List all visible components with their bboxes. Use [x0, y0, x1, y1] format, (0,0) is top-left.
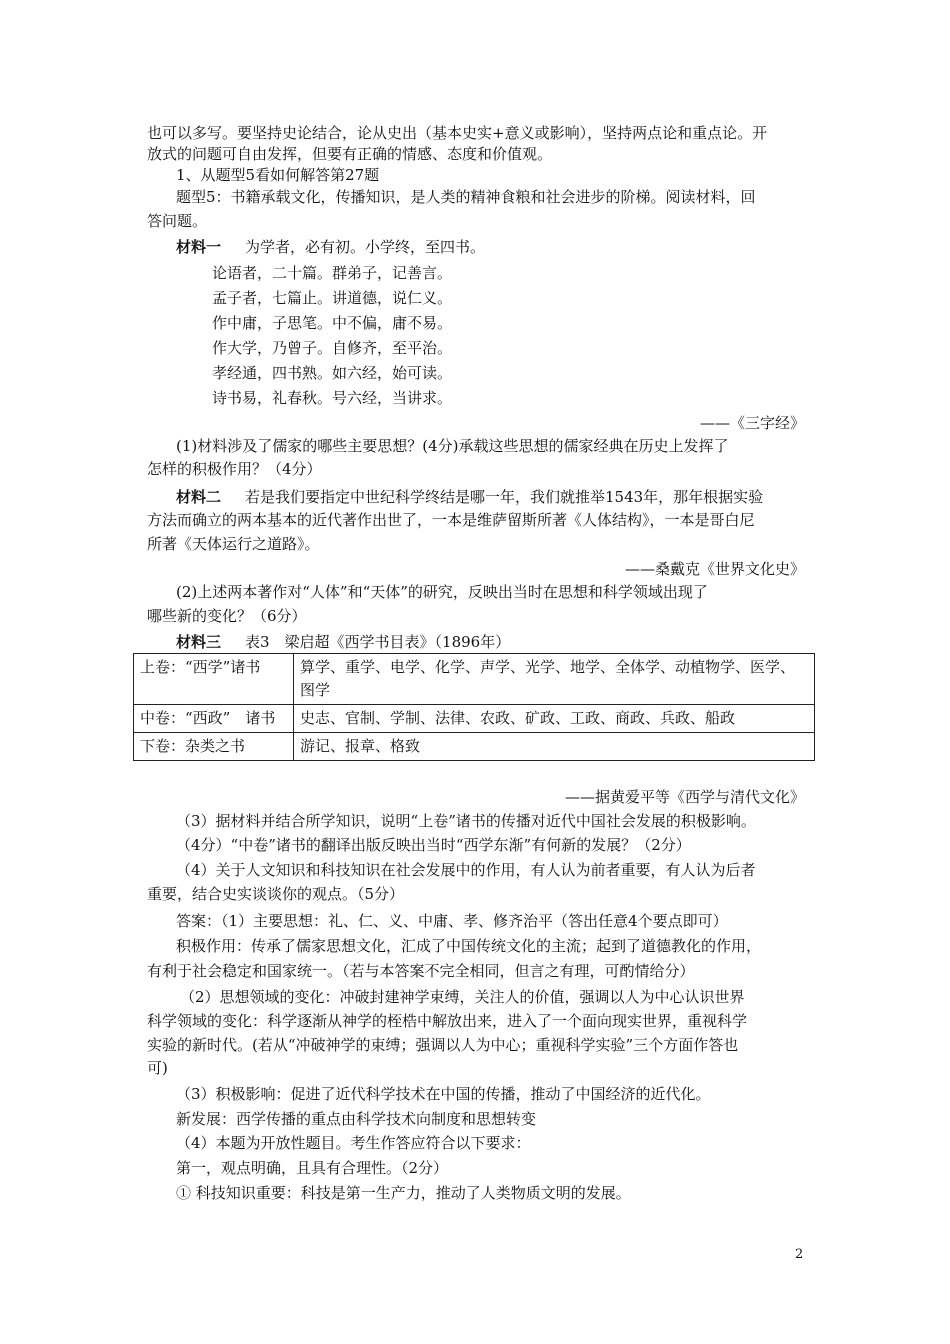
material1-verse: 论语者，二十篇。群弟子，记善言。 [212, 264, 453, 282]
answer-line: （2）思想领域的变化：冲破封建神学束缚，关注人的价值，强调以人为中心认识世界 [180, 988, 745, 1006]
table-cell-content: 史志、官制、学制、法律、农政、矿政、工政、商政、兵政、船政 [294, 705, 815, 733]
material1-label: 材料一 [176, 238, 222, 256]
material2-line-2: 方法而确立的两本基本的近代著作出世了，一本是维萨留斯所著《人体结构》，一本是哥白尼 [147, 511, 755, 529]
table-row [134, 654, 815, 705]
table-cell-content: 游记、报章、格致 [294, 733, 815, 761]
question-type-line-2: 答问题。 [147, 212, 208, 230]
material2-label: 材料二 [176, 488, 222, 506]
table-cell-volume: 上卷：“西学”诸书 [134, 654, 294, 705]
answer-line: 第一，观点明确，且具有合理性。（2分） [176, 1159, 449, 1177]
material2-line-1: 若是我们要指定中世纪科学终结是哪一年，我们就推举1543年，那年根据实验 [245, 488, 764, 506]
table-cell-content: 算学、重学、电学、化学、声学、光学、地学、全体学、动植物学、医学、图学 [294, 654, 815, 705]
table-cell-volume: 下卷：杂类之书 [134, 733, 294, 761]
answer-line: （4）本题为开放性题目。考生作答应符合以下要求： [176, 1134, 531, 1152]
material1-verse: 孟子者，七篇止。讲道德，说仁义。 [212, 289, 453, 307]
table-row [134, 705, 815, 733]
answer-line: 有利于社会稳定和国家统一。（若与本答案不完全相同，但言之有理，可酌情给分） [147, 962, 695, 980]
material1-source: ——《三字经》 [699, 414, 805, 432]
material1-verse: 诗书易，礼春秋。号六经，当讲求。 [212, 389, 453, 407]
question-2-line-2: 哪些新的变化？（6分） [147, 607, 307, 625]
answer-line: 新发展：西学传播的重点由科学技术向制度和思想转变 [176, 1110, 537, 1128]
question-2-line-1: (2)上述两本著作对“人体”和“天体”的研究，反映出当时在思想和科学领域出现了 [176, 583, 708, 601]
material1-first-line: 为学者，必有初。小学终，至四书。 [245, 238, 486, 256]
table-cell-volume: 中卷：“西政” 诸书 [134, 705, 294, 733]
table-row [134, 733, 815, 761]
answer-line: 答案：（1）主要思想：礼、仁、义、中庸、孝、修齐治平（答出任意4个要点即可） [176, 912, 728, 930]
question-3-line-2: （4分）“中卷”诸书的翻译出版反映出当时“西学东渐”有何新的发展？（2分） [176, 836, 691, 854]
answer-line: ① 科技知识重要：科技是第一生产力，推动了人类物质文明的发展。 [176, 1184, 631, 1202]
question-4-line-2: 重要，结合史实谈谈你的观点。（5分） [147, 885, 405, 903]
answer-line: 科学领域的变化：科学逐渐从神学的桎梏中解放出来，进入了一个面向现实世界，重视科学 [147, 1012, 748, 1030]
page-number: 2 [795, 1247, 804, 1262]
material2-line-3: 所著《天体运行之道路》。 [147, 535, 320, 553]
question-3-line-1: （3）据材料并结合所学知识，说明“上卷”诸书的传播对近代中国社会发展的积极影响。 [176, 812, 756, 830]
intro-line-2: 放式的问题可自由发挥，但要有正确的情感、态度和价值观。 [147, 145, 553, 163]
answer-line: （3）积极影响：促进了近代科学技术在中国的传播，推动了中国经济的近代化。 [176, 1085, 711, 1103]
material1-verse: 作大学，乃曾子。自修齐，至平治。 [212, 339, 453, 357]
question-1-line-2: 怎样的积极作用？（4分） [147, 460, 322, 478]
question-1-line-1: (1)材料涉及了儒家的哪些主要思想？(4分)承载这些思想的儒家经典在历史上发挥了 [176, 437, 729, 455]
intro-line-1: 也可以多写。要坚持史论结合，论从史出（基本史实+意义或影响），坚持两点论和重点论。开 [147, 124, 768, 142]
material3-table-caption: 表3 梁启超《西学书目表》（1896年） [245, 633, 511, 651]
answer-line: 积极作用：传承了儒家思想文化，汇成了中国传统文化的主流；起到了道德教化的作用， [176, 937, 762, 955]
answer-line: 可) [147, 1059, 168, 1077]
intro-line-3: 1、从题型5看如何解答第27题 [176, 166, 380, 184]
material1-verse: 孝经通，四书熟。如六经，始可读。 [212, 364, 453, 382]
question-4-line-1: （4）关于人文知识和科技知识在社会发展中的作用，有人认为前者重要，有人认为后者 [176, 861, 756, 879]
material3-source: ——据黄爱平等《西学与清代文化》 [564, 788, 805, 806]
western-books-table [133, 653, 815, 761]
material3-label: 材料三 [176, 633, 222, 651]
material1-verse: 作中庸，子思笔。中不偏，庸不易。 [212, 314, 453, 332]
answer-line: 实验的新时代。(若从“冲破神学的束缚；强调以人为中心；重视科学实验”三个方面作答也 [147, 1036, 739, 1054]
question-type-line-1: 题型5：书籍承载文化，传播知识，是人类的精神食粮和社会进步的阶梯。阅读材料，回 [176, 188, 756, 206]
material2-source: ——桑戴克《世界文化史》 [624, 560, 805, 578]
